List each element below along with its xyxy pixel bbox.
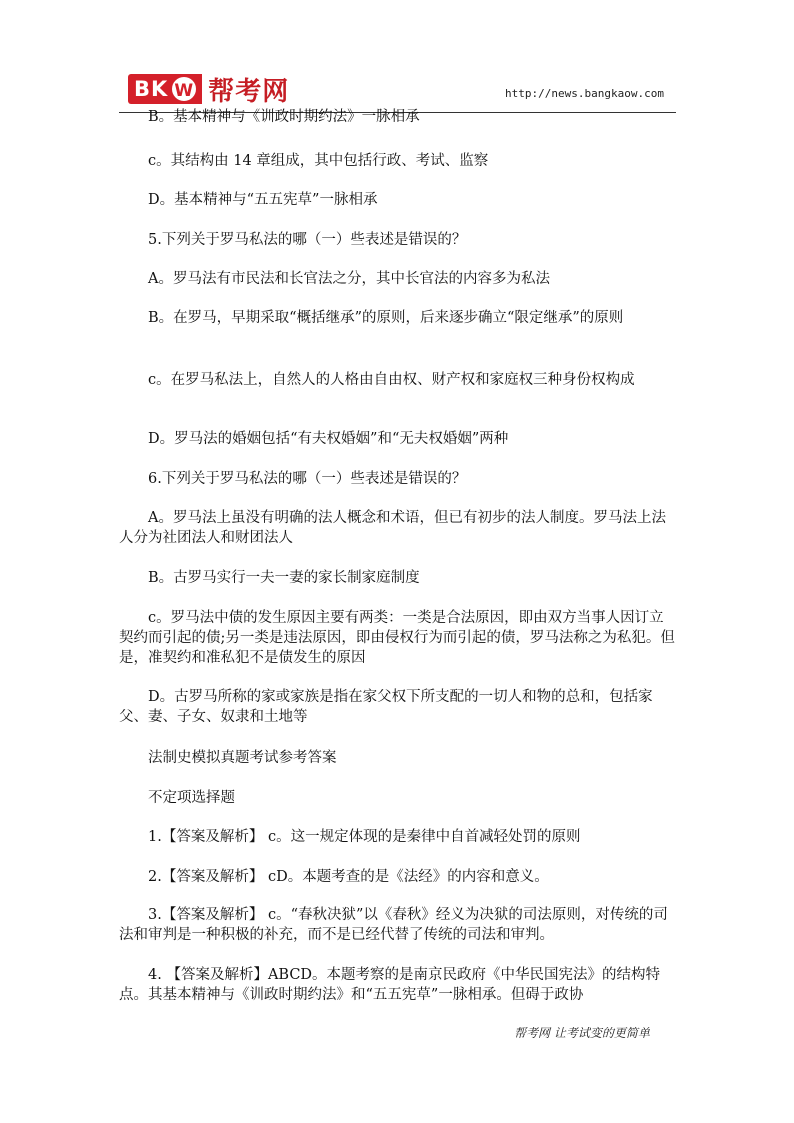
logo-chinese-name: 帮考网	[208, 76, 290, 107]
site-url[interactable]: http://news.bangkaow.com	[505, 87, 664, 100]
answer-item: 3.【答案及解析】 c。“春秋决狱”以《春秋》经义为决狱的司法原则，对传统的司法和审判是一种积极的补充，而不是已经代替了传统的司法和审判。	[119, 907, 668, 943]
question-heading: 5.下列关于罗马私法的哪（一）些表述是错误的？	[148, 232, 467, 248]
question-heading: 6.下列关于罗马私法的哪（一）些表述是错误的？	[148, 471, 467, 487]
paragraph: D。基本精神与“五五宪草”一脉相承	[148, 192, 378, 208]
paragraph: B。古罗马实行一夫一妻的家长制家庭制度	[148, 570, 420, 586]
paragraph: A。罗马法有市民法和长官法之分，其中长官法的内容多为私法	[148, 271, 550, 287]
paragraph: D。古罗马所称的家或家族是指在家父权下所支配的一切人和物的总和，包括家父、妻、子女、奴隶和土地等	[119, 689, 653, 725]
section-title: 法制史模拟真题考试参考答案	[148, 750, 337, 766]
logo-latin: BK	[134, 77, 169, 101]
logo-w: W	[170, 75, 198, 103]
page-header	[119, 66, 676, 113]
answer-item: 2.【答案及解析】 cD。本题考查的是《法经》的内容和意义。	[148, 869, 549, 885]
paragraph: c。在罗马私法上，自然人的人格由自由权、财产权和家庭权三种身份权构成	[148, 372, 635, 388]
paragraph: c。罗马法中债的发生原因主要有两类：一类是合法原因，即由双方当事人因订立契约而引起的债;另一类是违法原因，即由侵权行为而引起的债，罗马法称之为私犯。但是，准契约和准私犯不是债发生的原因	[119, 610, 675, 666]
bangkao-logo[interactable]	[128, 72, 289, 106]
answer-item: 4. 【答案及解析】ABCD。本题考察的是南京民政府《中华民国宪法》的结构特点。其基本精神与《训政时期约法》和“五五宪草”一脉相承。但碍于政协	[119, 967, 661, 1003]
section-subtitle: 不定项选择题	[148, 790, 235, 806]
paragraph: c。其结构由 14 章组成，其中包括行政、考试、监察	[148, 153, 489, 169]
logo-mark	[128, 74, 202, 104]
answer-item: 1.【答案及解析】 c。这一规定体现的是秦律中自首减轻处罚的原则	[148, 829, 581, 845]
paragraph: B。在罗马，早期采取“概括继承”的原则，后来逐步确立“限定继承”的原则	[148, 310, 624, 326]
paragraph: A。罗马法上虽没有明确的法人概念和术语，但已有初步的法人制度。罗马法上法人分为社团法人和财团法人	[119, 510, 666, 546]
paragraph: D。罗马法的婚姻包括“有夫权婚姻”和“无夫权婚姻”两种	[148, 431, 509, 447]
footer-slogan: 帮考网 让考试变的更简单	[514, 1026, 650, 1040]
paragraph: B。基本精神与《训政时期约法》一脉相承	[148, 109, 420, 125]
